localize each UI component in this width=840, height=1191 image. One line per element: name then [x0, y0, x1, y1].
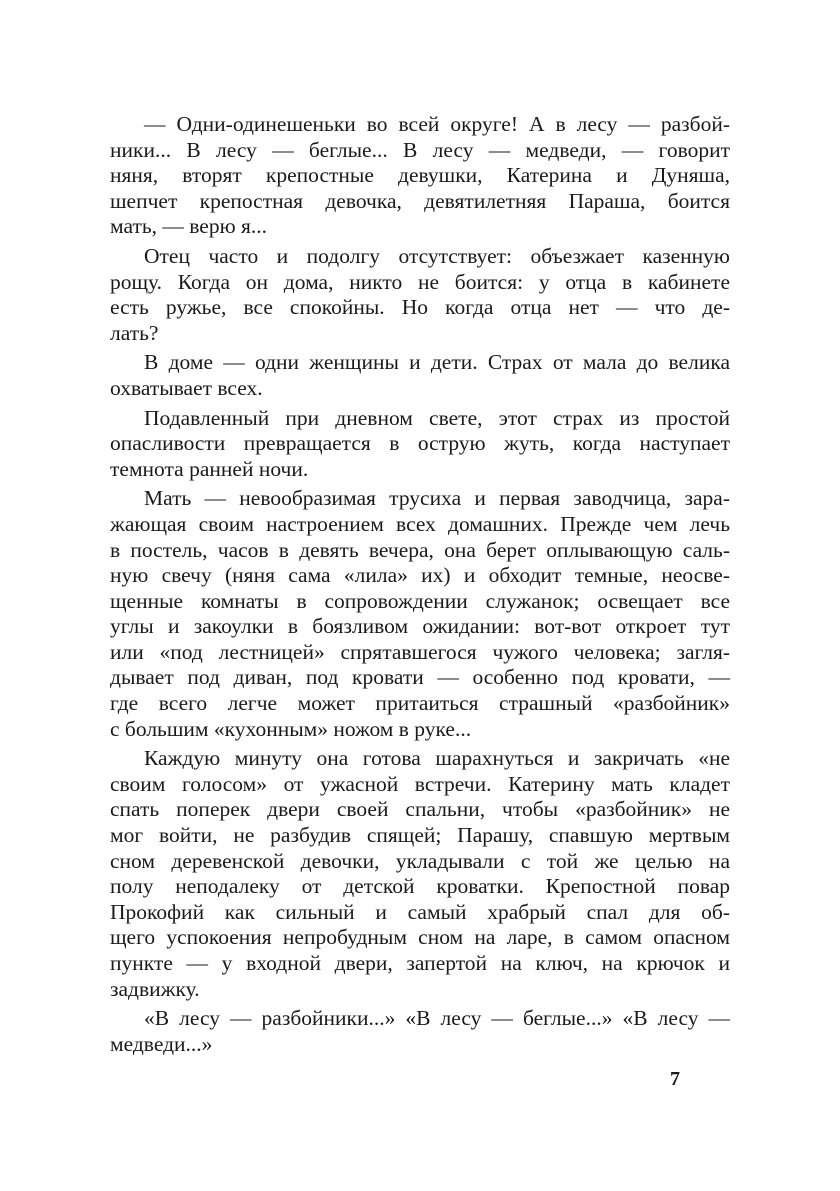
text-line: своим голосом» от ужасной встречи. Катерину мать кладет [110, 771, 730, 796]
text-line: полу неподалеку от детской кроватки. Крепостной повар [110, 874, 730, 899]
text-line: ную свечу (няня сама «лила» их) и обходит темные, неосве- [110, 563, 730, 588]
text-line: «В лесу — разбойники...» «В лесу — беглые...» «В лесу — [144, 1006, 730, 1031]
text-line: с большим «кухонным» ножом в руке... [110, 716, 472, 741]
text-line: сном деревенской девочки, укладывали с той же целью на [110, 848, 730, 873]
text-line: Мать — невообразимая трусиха и первая заводчица, зара- [144, 486, 730, 511]
text-line: дывает под диван, под кровати — особенно под кровати, — [110, 665, 730, 690]
text-line: Каждую минуту она готова шарахнуться и закричать «не [144, 746, 730, 771]
text-line: охватывает всех. [110, 375, 263, 400]
text-line: В доме — одни женщины и дети. Страх от мала до велика [144, 350, 730, 375]
text-line: ники... В лесу — беглые... В лесу — медведи, — говорит [110, 137, 730, 162]
text-line: щего успокоения непробудным сном на ларе, в самом опасном [110, 925, 730, 950]
text-line: рощу. Когда он дома, никто не боится: у отца в кабинете [110, 269, 730, 294]
paragraph [110, 746, 730, 1002]
text-line: есть ружье, все спокойны. Но когда отца нет — что де- [110, 295, 730, 320]
text-line: лать? [110, 320, 159, 345]
text-line: медведи...» [110, 1031, 213, 1056]
paragraph [110, 112, 730, 240]
text-line: Подавленный при дневном свете, этот страх из простой [144, 405, 730, 430]
text-line: пункте — у входной двери, запертой на ключ, на крючок и [110, 951, 730, 975]
text-line: темнота ранней ночи. [110, 456, 309, 481]
page-number: 7 [670, 1068, 680, 1090]
text-line: няня, вторят крепостные девушки, Катерина и Дуняша, [110, 163, 730, 188]
text-line: щенные комнаты в сопровождении служанок; освещает все [110, 588, 730, 613]
paragraph [110, 1006, 730, 1057]
text-line: опасливости превращается в острую жуть, когда наступает [110, 431, 730, 456]
text-line: где всего легче может притаиться страшный «разбойник» [110, 691, 730, 716]
text-line: спать поперек двери своей спальни, чтобы «разбойник» не [110, 797, 730, 822]
paragraph [110, 406, 730, 483]
paragraph [110, 486, 730, 742]
text-line: мать, — верю я... [110, 214, 268, 239]
page-body [110, 112, 730, 1061]
text-line: или «под лестницей» спрятавшегося чужого человека; загля- [110, 639, 730, 664]
text-line: Прокофий как сильный и самый храбрый спал для об- [110, 899, 730, 924]
text-line: в постель, часов в девять вечера, она берет оплывающую саль- [110, 537, 730, 562]
text-line: — Одни-одинешеньки во всей округе! А в лесу — разбой- [144, 112, 730, 136]
text-line: жающая своим настроением всех домашних. Прежде чем лечь [110, 511, 730, 536]
text-line: Отец часто и подолгу отсутствует: объезжает казенную [144, 243, 730, 268]
paragraph [110, 350, 730, 401]
text-line: углы и закоулки в боязливом ожидании: вот-вот откроет тут [110, 614, 730, 639]
text-line: шепчет крепостная девочка, девятилетняя Параша, боится [110, 188, 730, 213]
text-line: мог войти, не разбудив спящей; Парашу, спавшую мертвым [110, 823, 730, 848]
paragraph [110, 244, 730, 346]
text-line: задвижку. [110, 976, 200, 1001]
